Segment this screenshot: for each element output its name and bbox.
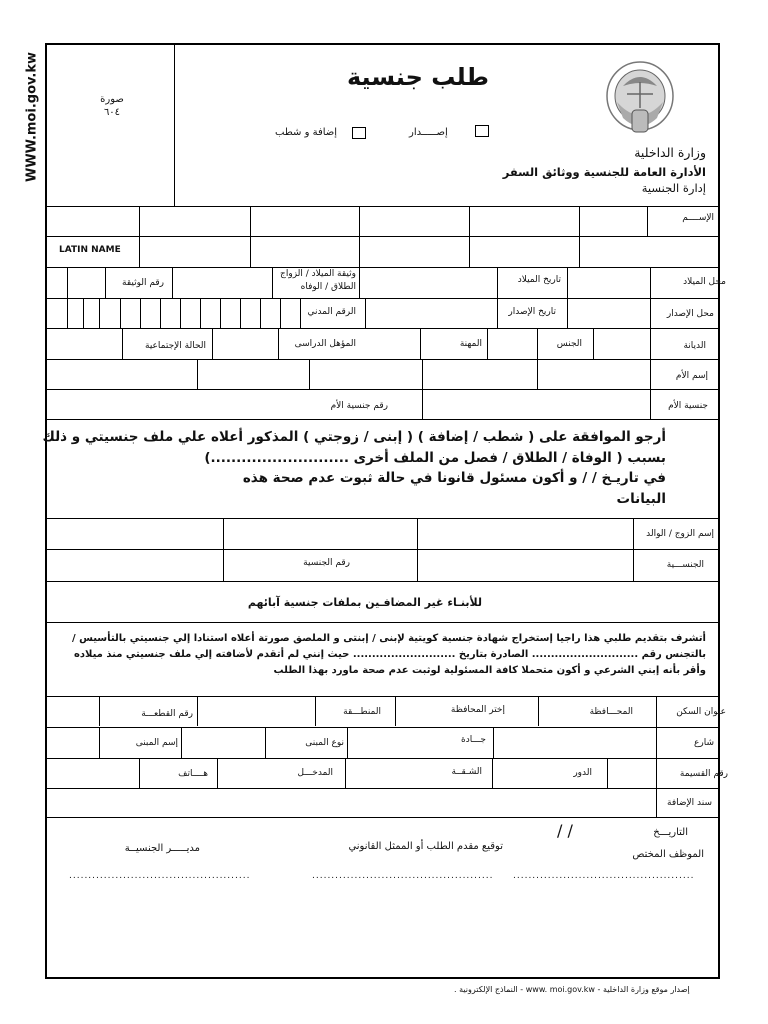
add-remove-label: إضافة و شطب — [275, 127, 338, 138]
building-type-label: نوع المبنى — [305, 738, 344, 748]
department-name: الأدارة العامة للجنسية ووثائق السفر — [502, 165, 706, 179]
side-url — [22, 44, 42, 189]
marital-status-label: الحالة الإجتماعية — [145, 341, 206, 351]
applicant-signature-label: توقيع مقدم الطلب أو الممثل القانوني — [348, 841, 503, 852]
unit-number-label: رقم القسيمة — [679, 769, 728, 779]
birth-place-label: محل الميلاد — [683, 277, 726, 287]
photo-box — [47, 45, 175, 206]
apartment-label: الشـقــة — [451, 767, 482, 777]
phone-label: هــــاتف — [178, 769, 208, 779]
residence-label: عنوان السكن — [676, 707, 726, 717]
children-line-2: بالتجنس رقم ............................ الصادرة بتاريخ ........................... حيث إنني لم أتقدم لأضافته إلي ملف جنسيتي منذ ميلاده — [73, 649, 706, 660]
section-name: إدارة الجنسية — [641, 181, 706, 195]
kuwait-emblem-icon — [603, 58, 677, 140]
name-label: الإســــم — [682, 213, 714, 223]
education-label: المؤهل الدراسى — [294, 339, 356, 349]
mother-name-label: إسم الأم — [675, 371, 708, 381]
entrance-label: المدخـــل — [297, 768, 333, 778]
employee-label: الموظف المختص — [632, 849, 704, 860]
director-signature-line: ............................................... — [69, 871, 251, 881]
request-line-3: في تاريـخ / / و أكون مسئول قانونا في حالة ثبوت عدم صحة هذه — [242, 470, 666, 486]
applicant-signature-line: ............................................... — [312, 871, 494, 881]
street-label: شارع — [694, 738, 714, 748]
birth-date-label: تاريخ الميلاد — [517, 275, 561, 285]
doc-type-label-1: وثيقة الميلاد / الزواج — [280, 269, 356, 279]
doc-number-label: رقم الوثيقة — [122, 278, 164, 288]
mother-nationality-label: جنسية الأم — [668, 401, 708, 411]
employee-signature-line: ............................................... — [513, 871, 695, 881]
civil-number-label: الرقم المدني — [307, 307, 356, 317]
director-label: مديـــــر الجنسيــة — [124, 843, 200, 854]
doc-type-label-2: الطلاق / الوفاه — [300, 282, 356, 292]
area-label: المنطـــقة — [343, 707, 381, 717]
spouse-nationality-number-label: رقم الجنسية — [303, 558, 350, 568]
date-label: التاريـــخ — [653, 827, 688, 838]
children-title: للأبنـاء غير المضافـين بملفات جنسية آبائهم — [247, 596, 482, 609]
request-line-2: بسبب ( الوفاة / الطلاق / فصل من الملف أخرى ...........................) — [204, 450, 666, 466]
children-line-3: وأقر بأنه إبني الشرعي و أكون متحملا كافة المسئولية لوثبت عدم صحة ماورد بهذا الطلب — [273, 665, 706, 676]
side-url-text: WWW.moi.gov.kw — [24, 51, 40, 182]
issue-checkbox[interactable] — [475, 125, 489, 137]
form-frame — [42, 43, 728, 979]
photo-label-text: صورة — [100, 94, 124, 105]
avenue-label: جـــادة — [461, 735, 486, 745]
building-name-label: إسم المبنى — [135, 738, 178, 748]
page-title: طلب جنسية — [347, 63, 490, 91]
request-line-4: البيانات — [616, 491, 666, 507]
mother-nationality-number-label: رقم جنسية الأم — [330, 401, 388, 411]
governorate-label: المحـــافظة — [589, 707, 633, 717]
issue-date-label: تاريخ الإصدار — [508, 307, 556, 317]
spouse-name-label: إسم الزوج / الوالد — [646, 529, 714, 539]
latin-name-label: LATIN NAME — [59, 245, 121, 255]
profession-label: المهنة — [459, 339, 482, 349]
plot-label: رقم القطعـــة — [141, 709, 193, 719]
date-slashes: / / — [557, 821, 573, 840]
spouse-nationality-label: الجنســـية — [666, 560, 704, 570]
photo-label — [95, 93, 129, 119]
issue-label: إصـــــدار — [409, 127, 448, 138]
photo-code: ٦٠٤ — [103, 107, 121, 118]
request-line-1: أرجو الموافقة على ( شطب / إضافة ) ( إبنى / زوجتي ) المذكور أعلاه علي ملف جنسيتي و ذلك — [42, 429, 666, 445]
add-remove-checkbox[interactable] — [352, 127, 366, 139]
religion-label: الديانة — [683, 341, 706, 351]
children-line-1: أتشرف بتقديم طلبي هذا راجيا إستخراج شهادة جنسية كويتية لإبنى / إبنتى و الملصق صورتة أعلاه استنادا إلي جنسيتي بالتأسيس / — [71, 633, 706, 644]
floor-label: الدور — [573, 768, 592, 778]
ministry-name: وزارة الداخلية — [634, 145, 706, 160]
governorate-select-label: إختر المحافظة — [450, 705, 505, 715]
footer-note: إصدار موقع وزارة الداخلية - www. moi.gov.kw - النماذج الإلكترونية . — [454, 985, 690, 994]
gender-label: الجنس — [556, 339, 582, 349]
addition-document-label: سند الإضافة — [667, 798, 712, 808]
issue-place-label: محل الإصدار — [666, 309, 714, 319]
